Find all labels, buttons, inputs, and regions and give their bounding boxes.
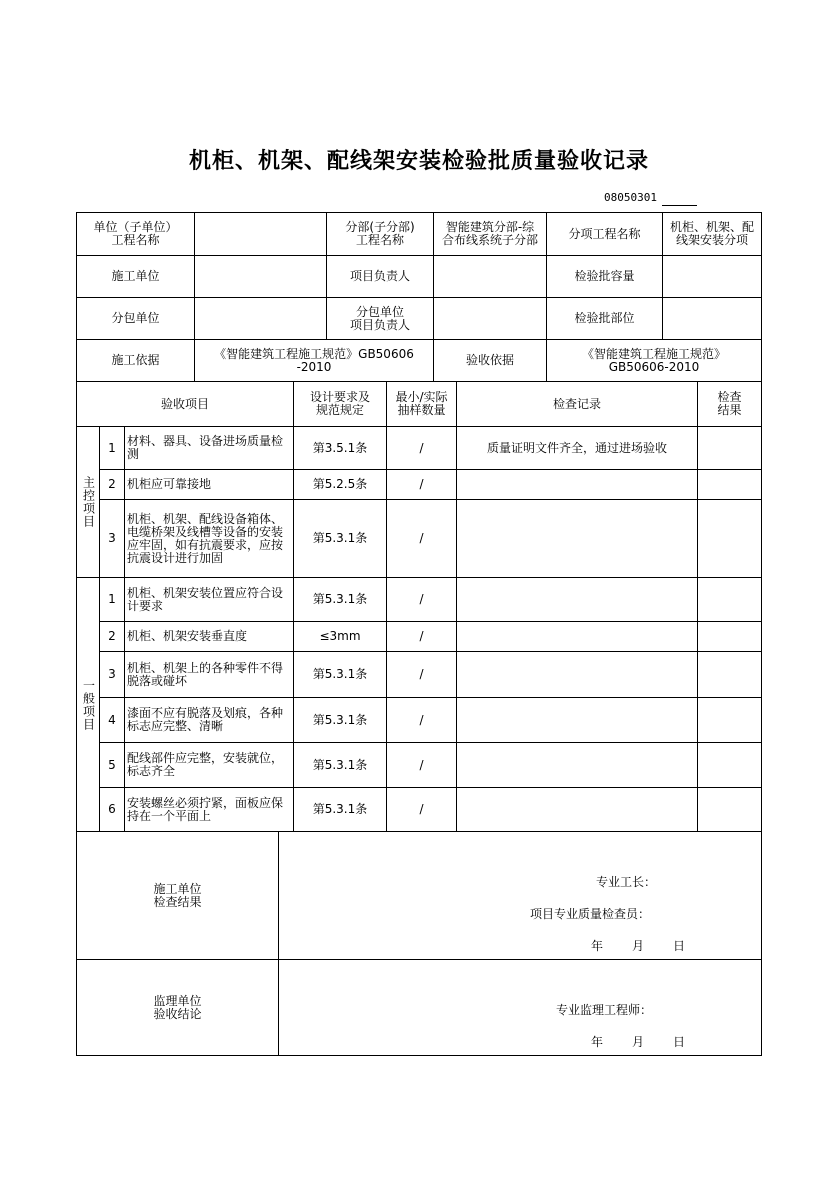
month-label: 月 (632, 939, 645, 953)
column-header-record-text: 检查记录 (552, 396, 601, 411)
capacity-label-text: 检验批容量 (574, 269, 635, 283)
item-description (124, 426, 294, 470)
item-sample-text: / (419, 440, 424, 455)
location-label (546, 297, 663, 340)
subcontractor-label-text: 分包单位 (111, 311, 160, 325)
item-description-text: 机柜、机架安装位置应符合设计要求 (127, 585, 284, 613)
item-number-text: 1 (108, 592, 116, 606)
item-requirement-text: 第5.3.1条 (312, 757, 368, 772)
item-description-text: 材料、器具、设备进场质量检测 (127, 434, 284, 461)
item-requirement (293, 426, 387, 470)
item-number-text: 2 (108, 629, 116, 643)
item-requirement-text: 第5.3.1条 (312, 531, 368, 545)
item-number-text: 3 (108, 531, 116, 545)
item-description-text: 安装螺丝必须拧紧，面板应保持在一个平面上 (127, 795, 284, 823)
day-label: 日 (673, 939, 686, 953)
item-requirement (293, 697, 387, 743)
location-label-text: 检验批部位 (574, 311, 635, 325)
item-description-text: 机柜、机架、配线设备箱体、电缆桥架及线槽等设备的安装应牢固，如有抗震要求，应按抗震设计进行加固 (127, 511, 284, 565)
item-description-text: 机柜应可靠接地 (127, 477, 212, 491)
general-group-label-text: 一般项目 (81, 678, 96, 731)
item-record-text: 质量证明文件齐全，通过进场验收 (486, 440, 667, 455)
form-code: 08050301 (604, 191, 657, 204)
subitem-label (546, 212, 663, 256)
item-requirement-text: 第5.3.1条 (312, 667, 368, 681)
item-record[interactable] (456, 621, 698, 652)
item-number (99, 621, 125, 652)
main-group-label (76, 426, 100, 578)
item-number (99, 742, 125, 788)
subitem-value[interactable] (662, 212, 762, 256)
contractor-check-label-text: 施工单位 检查结果 (153, 881, 202, 909)
subitem-label-text: 分项工程名称 (568, 226, 641, 241)
item-requirement-text: ≤3mm (319, 629, 361, 643)
item-requirement (293, 577, 387, 622)
item-number-text: 2 (108, 477, 116, 491)
contractor-value[interactable] (194, 255, 327, 298)
item-sample-text: / (419, 667, 424, 681)
unit-label-text: 单位（子单位） 工程名称 (93, 220, 178, 247)
item-sample-text: / (419, 531, 424, 545)
supervisor-signature-area[interactable] (278, 959, 762, 1056)
item-description-text: 漆面不应有脱落及划痕，各种标志应完整、清晰 (127, 706, 284, 733)
contractor-check-label (76, 831, 279, 960)
sub-pm-label-text: 分包单位 项目负责人 (349, 304, 410, 332)
item-number (99, 697, 125, 743)
acceptance-basis-value-text: 《智能建筑工程施工规范》 GB50606-2010 (581, 346, 726, 374)
item-record[interactable] (456, 697, 698, 743)
item-requirement-text: 第5.2.5条 (312, 477, 368, 491)
item-result[interactable] (697, 787, 762, 832)
item-result[interactable] (697, 697, 762, 743)
column-header-sample (386, 381, 457, 427)
acceptance-basis-value[interactable] (546, 339, 762, 382)
division-value-text: 智能建筑分部-综 合布线系统子分部 (441, 220, 538, 247)
column-header-requirement-text: 设计要求及 规范规定 (309, 390, 370, 417)
item-number-text: 6 (108, 802, 116, 816)
unit-value[interactable] (194, 212, 327, 256)
item-description (124, 499, 294, 578)
column-header-result-text: 检查 结果 (717, 390, 742, 417)
supervisor-check-label-text: 监理单位 验收结论 (153, 993, 202, 1021)
item-sample-text: / (419, 592, 424, 606)
form-title: 机柜、机架、配线架安装检验批质量验收记录 (188, 149, 649, 174)
item-requirement-text: 第3.5.1条 (312, 440, 368, 455)
column-header-result (697, 381, 762, 427)
acceptance-basis-label (433, 339, 547, 382)
item-record[interactable] (456, 577, 698, 622)
item-result[interactable] (697, 499, 762, 578)
basis-value-text: 《智能建筑工程施工规范》GB50606 -2010 (214, 346, 414, 374)
item-requirement (293, 469, 387, 500)
day-label: 日 (673, 1035, 686, 1049)
item-description (124, 697, 294, 743)
basis-value[interactable] (194, 339, 434, 382)
column-header-item-text: 验收项目 (160, 396, 209, 411)
contractor-label (76, 255, 195, 298)
item-description (124, 577, 294, 622)
year-label: 年 (591, 1035, 604, 1049)
item-result[interactable] (697, 426, 762, 470)
item-requirement-text: 第5.3.1条 (312, 802, 368, 816)
item-requirement-text: 第5.3.1条 (312, 712, 368, 727)
item-sample (386, 577, 457, 622)
pm-label-text: 项目负责人 (349, 269, 410, 283)
engineer-label: 专业监理工程师： (556, 1003, 653, 1017)
item-requirement-text: 第5.3.1条 (312, 592, 368, 606)
acceptance-basis-label-text: 验收依据 (465, 353, 514, 367)
item-sample (386, 469, 457, 500)
item-requirement (293, 742, 387, 788)
item-sample (386, 787, 457, 832)
item-number (99, 787, 125, 832)
item-result[interactable] (697, 469, 762, 500)
item-description (124, 742, 294, 788)
capacity-value[interactable] (662, 255, 762, 298)
item-number (99, 499, 125, 578)
sub-pm-label (326, 297, 434, 340)
item-sample (386, 742, 457, 788)
inspector-label: 项目专业质量检查员： (530, 907, 651, 921)
item-number (99, 469, 125, 500)
item-record[interactable] (456, 499, 698, 578)
subcontractor-value[interactable] (194, 297, 327, 340)
item-number-text: 4 (108, 712, 116, 727)
item-record[interactable] (456, 742, 698, 788)
contractor-signature-area[interactable] (278, 831, 762, 960)
supervisor-check-label (76, 959, 279, 1056)
item-sample-text: / (419, 629, 424, 643)
item-result[interactable] (697, 621, 762, 652)
division-label (326, 212, 434, 256)
contractor-label-text: 施工单位 (111, 269, 160, 283)
item-description-text: 机柜、机架安装垂直度 (127, 629, 248, 643)
item-requirement (293, 787, 387, 832)
item-number-text: 3 (108, 667, 116, 681)
unit-label (76, 212, 195, 256)
column-header-requirement (293, 381, 387, 427)
general-group-label (76, 577, 100, 832)
item-record[interactable] (456, 651, 698, 698)
column-header-item (76, 381, 294, 427)
column-header-record (456, 381, 698, 427)
item-description (124, 787, 294, 832)
item-sample-text: / (419, 477, 424, 491)
capacity-label (546, 255, 663, 298)
item-number (99, 426, 125, 470)
item-sample (386, 651, 457, 698)
item-sample-text: / (419, 757, 424, 772)
item-requirement (293, 499, 387, 578)
item-description (124, 469, 294, 500)
item-description (124, 621, 294, 652)
item-number-text: 5 (108, 757, 116, 772)
sub-pm-value[interactable] (433, 297, 547, 340)
item-sample (386, 499, 457, 578)
subitem-value-text: 机柜、机架、配 线架安装分项 (669, 220, 754, 247)
item-requirement (293, 621, 387, 652)
item-requirement (293, 651, 387, 698)
item-sample (386, 697, 457, 743)
year-label: 年 (591, 939, 604, 953)
division-value[interactable] (433, 212, 547, 256)
foreman-label: 专业工长： (596, 875, 657, 889)
item-description-text: 配线部件应完整，安装就位，标志齐全 (127, 751, 284, 778)
item-record[interactable] (456, 787, 698, 832)
item-sample-text: / (419, 712, 424, 727)
item-description (124, 651, 294, 698)
item-result[interactable] (697, 742, 762, 788)
item-result[interactable] (697, 651, 762, 698)
item-sample (386, 621, 457, 652)
column-header-sample-text: 最小/实际 抽样数量 (395, 390, 448, 417)
item-record[interactable] (456, 469, 698, 500)
item-number (99, 651, 125, 698)
basis-label-text: 施工依据 (111, 353, 160, 367)
item-sample (386, 426, 457, 470)
main-group-label-text: 主控项目 (81, 476, 96, 528)
code-underline (662, 205, 697, 206)
division-label-text: 分部(子分部) 工程名称 (345, 220, 415, 247)
month-label: 月 (632, 1035, 645, 1049)
item-sample-text: / (419, 802, 424, 816)
pm-value[interactable] (433, 255, 547, 298)
basis-label (76, 339, 195, 382)
item-record[interactable] (456, 426, 698, 470)
item-number (99, 577, 125, 622)
item-result[interactable] (697, 577, 762, 622)
item-number-text: 1 (108, 440, 116, 455)
item-description-text: 机柜、机架上的各种零件不得脱落或碰坏 (127, 660, 284, 688)
pm-label (326, 255, 434, 298)
location-value[interactable] (662, 297, 762, 340)
subcontractor-label (76, 297, 195, 340)
